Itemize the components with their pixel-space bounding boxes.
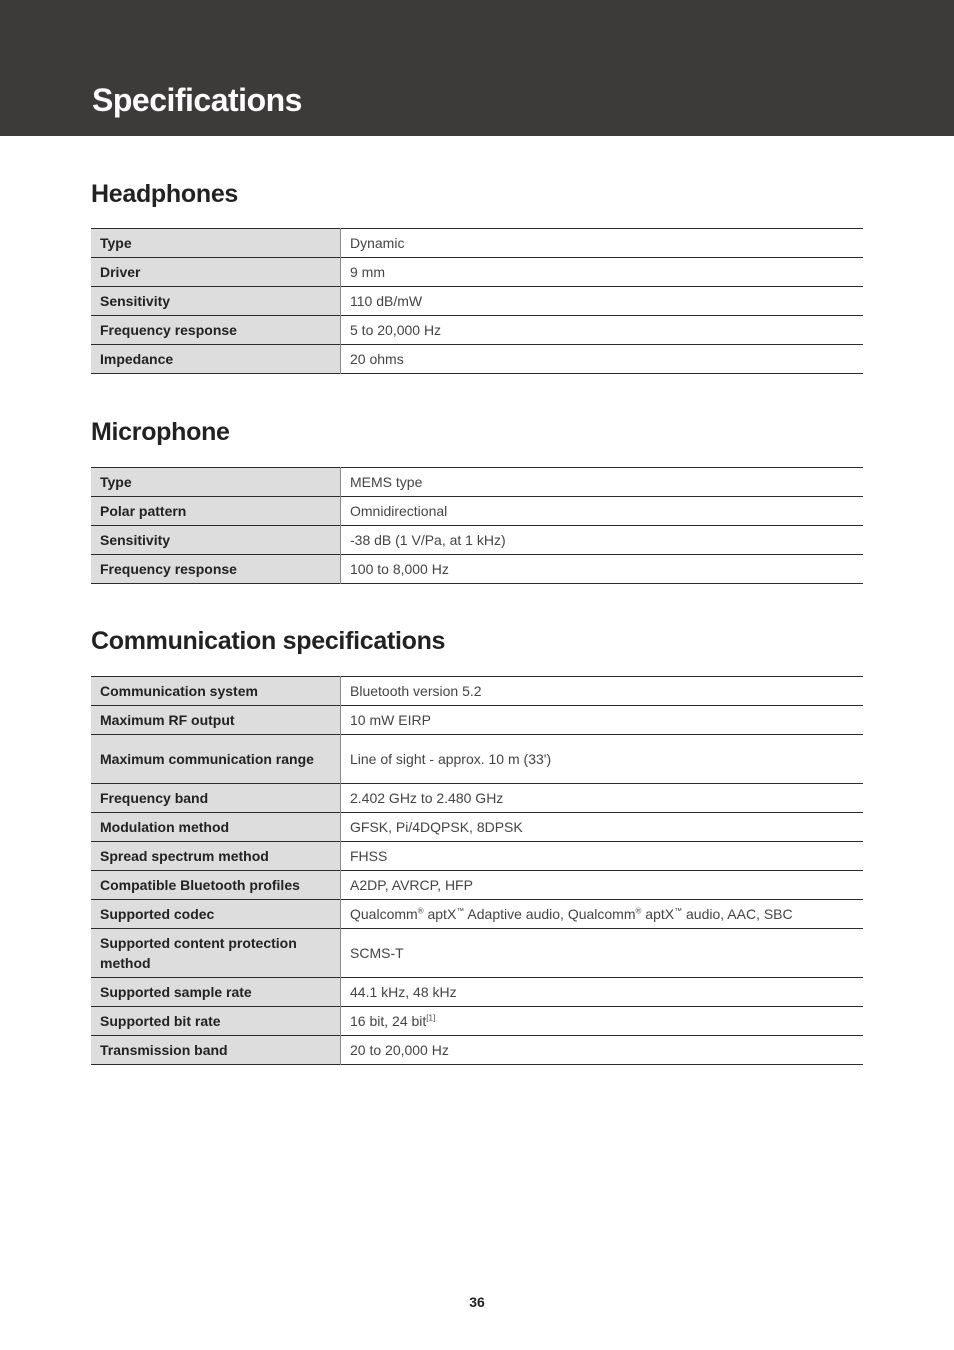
table-row: [91, 978, 863, 1007]
table-row: [91, 735, 863, 784]
spec-value: -38 dB (1 V/Pa, at 1 kHz): [350, 532, 506, 548]
spec-value: 5 to 20,000 Hz: [350, 322, 442, 338]
spec-label: Impedance: [91, 345, 341, 374]
section-heading-microphone: Microphone: [91, 418, 230, 446]
table-row: [91, 900, 863, 929]
spec-label: Frequency response: [91, 316, 341, 345]
codec-aptx: aptX: [641, 906, 675, 922]
spec-label: Supported bit rate: [91, 1007, 341, 1036]
spec-label: Frequency band: [91, 784, 341, 813]
spec-value: Line of sight - approx. 10 m (33'): [350, 751, 552, 767]
spec-label: Supported sample rate: [91, 978, 341, 1007]
spec-label: Maximum RF output: [91, 706, 341, 735]
spec-label: Compatible Bluetooth profiles: [91, 871, 341, 900]
spec-label: Type: [91, 229, 341, 258]
page-number: 36: [469, 1294, 485, 1310]
spec-label: Transmission band: [91, 1036, 341, 1065]
spec-value: A2DP, AVRCP, HFP: [350, 877, 473, 893]
codec-aptx: aptX: [423, 906, 457, 922]
section-heading-communication: Communication specifications: [91, 627, 446, 655]
spec-label: Sensitivity: [91, 526, 341, 555]
section-heading-headphones: Headphones: [91, 180, 239, 208]
spec-value: FHSS: [350, 848, 388, 864]
spec-label: Spread spectrum method: [91, 842, 341, 871]
communication-spec-table: [91, 676, 863, 1065]
trademark-mark: ™: [674, 906, 683, 916]
table-row: [91, 526, 863, 555]
table-row: [91, 345, 863, 374]
codec-tail: audio, AAC, SBC: [682, 906, 793, 922]
spec-value: 44.1 kHz, 48 kHz: [350, 984, 457, 1000]
table-row: [91, 1007, 863, 1036]
table-row: [91, 555, 863, 584]
spec-value-bitrate: [341, 1007, 864, 1036]
spec-label: Supported content protection method: [91, 929, 341, 978]
spec-value: Omnidirectional: [350, 503, 448, 519]
table-row: [91, 287, 863, 316]
spec-value: 2.402 GHz to 2.480 GHz: [350, 790, 504, 806]
table-row: [91, 842, 863, 871]
headphones-spec-table: [91, 228, 863, 374]
spec-value: SCMS-T: [350, 945, 404, 961]
page-title: Specifications: [92, 82, 302, 118]
spec-value: 16 bit, 24 bit: [350, 1013, 427, 1029]
table-row: [91, 871, 863, 900]
codec-middle: Adaptive audio, Qualcomm: [464, 906, 636, 922]
spec-label: Frequency response: [91, 555, 341, 584]
microphone-spec-table: [91, 467, 863, 584]
section-communication: [91, 626, 863, 1065]
registered-mark: ®: [635, 906, 642, 916]
table-row: [91, 468, 863, 497]
spec-value: Dynamic: [350, 235, 405, 251]
spec-label: Modulation method: [91, 813, 341, 842]
spec-label: Polar pattern: [91, 497, 341, 526]
spec-label: Maximum communication range: [91, 735, 341, 784]
spec-value: Bluetooth version 5.2: [350, 683, 482, 699]
spec-value: MEMS type: [350, 474, 423, 490]
table-row: [91, 706, 863, 735]
spec-label: Communication system: [91, 677, 341, 706]
spec-value: 20 to 20,000 Hz: [350, 1042, 449, 1058]
spec-label: Supported codec: [91, 900, 341, 929]
spec-value-codec: [341, 900, 864, 929]
table-row: [91, 497, 863, 526]
header-band: [0, 0, 954, 136]
registered-mark: ®: [417, 906, 424, 916]
spec-label: Type: [91, 468, 341, 497]
spec-value: 100 to 8,000 Hz: [350, 561, 449, 577]
section-microphone: [91, 417, 863, 584]
spec-value: 110 dB/mW: [350, 293, 423, 309]
codec-brand: Qualcomm: [350, 906, 418, 922]
table-row: [91, 229, 863, 258]
table-row: [91, 929, 863, 978]
spec-value: GFSK, Pi/4DQPSK, 8DPSK: [350, 819, 523, 835]
spec-value: 20 ohms: [350, 351, 404, 367]
trademark-mark: ™: [456, 906, 465, 916]
table-row: [91, 258, 863, 287]
spec-value: 10 mW EIRP: [350, 712, 431, 728]
section-headphones: [91, 179, 863, 374]
spec-label: Driver: [91, 258, 341, 287]
table-row: [91, 677, 863, 706]
table-row: [91, 316, 863, 345]
spec-label: Sensitivity: [91, 287, 341, 316]
footnote-link[interactable]: [1]: [426, 1013, 436, 1023]
table-row: [91, 1036, 863, 1065]
table-row: [91, 813, 863, 842]
table-row: [91, 784, 863, 813]
spec-value: 9 mm: [350, 264, 385, 280]
